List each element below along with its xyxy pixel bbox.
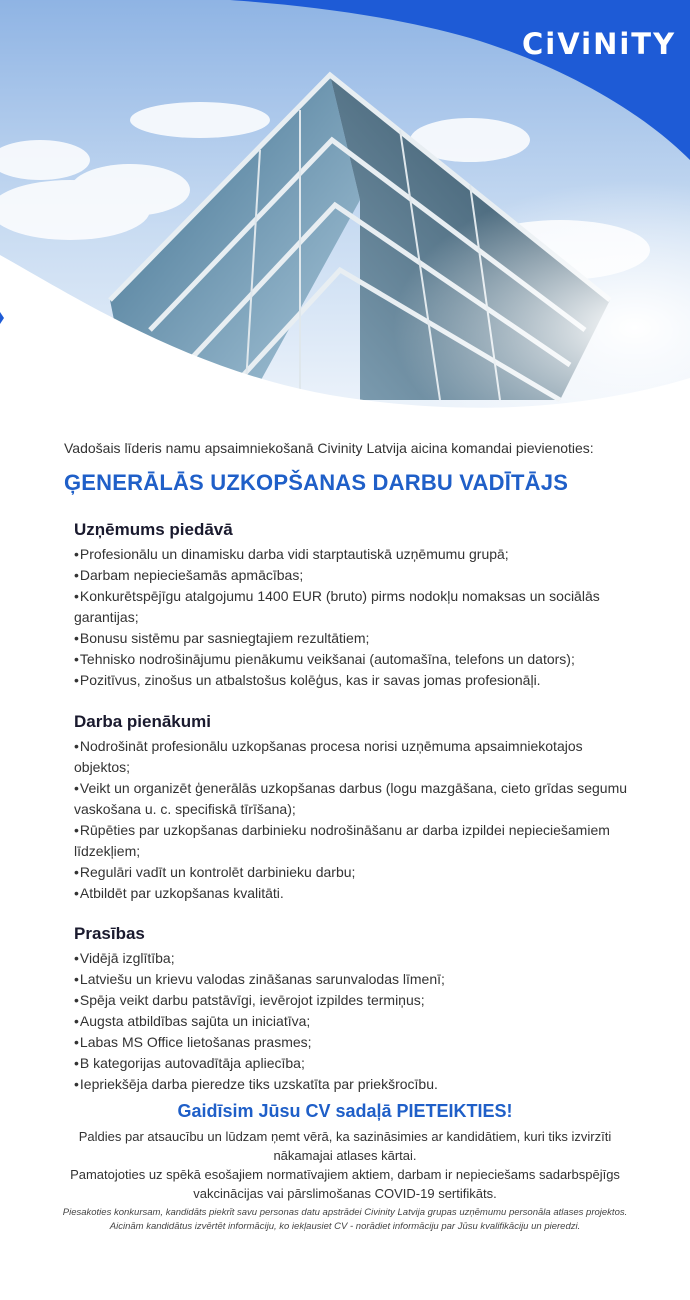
list-item: • Profesionālu un dinamisku darba vidi starptautiskā uzņēmumu grupā; xyxy=(74,544,634,565)
section-requirements-heading: Prasības xyxy=(74,924,145,943)
legal-disclaimer: Piesakoties konkursam, kandidāts piekrīt savu personas datu apstrādei Civinity Latvija grupas uzņēmumu personāla atlases projektos. Aicinām kandidātus izvērtēt informāciju, ko iekļausiet CV - norādiet informāciju par Jūsu kvalifikāciju un pieredzi. xyxy=(62,1207,628,1232)
duties-list xyxy=(74,736,634,904)
list-item: • Vidējā izglītība; xyxy=(74,948,634,969)
list-item: • Tehnisko nodrošinājumu pienākumu veikšanai (automašīna, telefons un dators); xyxy=(74,649,634,670)
section-duties xyxy=(74,712,634,904)
job-title: ĢENERĀLĀS UZKOPŠANAS DARBU VADĪTĀJS xyxy=(64,470,569,495)
section-offer xyxy=(74,520,634,691)
list-item: • Veikt un organizēt ģenerālās uzkopšanas darbus (logu mazgāšana, cieto grīdas segumu vaskošana u. c. specifiskā tīrīšana); xyxy=(74,778,634,820)
list-item: • Pozitīvus, zinošus un atbalstošus kolēģus, kas ir savas jomas profesionāļi. xyxy=(74,670,634,691)
list-item: • Konkurētspējīgu atalgojumu 1400 EUR (bruto) pirms nodokļu nomaksas un sociālās garantijas; xyxy=(74,586,634,628)
list-item: • Augsta atbildības sajūta un iniciatīva; xyxy=(74,1011,634,1032)
intro-text: Vadošais līderis namu apsaimniekošanā Civinity Latvija aicina komandai pievienoties: xyxy=(64,440,594,456)
apply-call-to-action: Gaidīsim Jūsu CV sadaļā PIETEIKTIES! xyxy=(177,1101,513,1121)
list-item: • Nodrošināt profesionālu uzkopšanas procesa norisi uzņēmuma apsaimniekotajos objektos; xyxy=(74,736,634,778)
offer-list xyxy=(74,544,634,691)
list-item: • Labas MS Office lietošanas prasmes; xyxy=(74,1032,634,1053)
hero-banner xyxy=(0,0,690,420)
section-duties-heading: Darba pienākumi xyxy=(74,712,211,731)
list-item: • Latviešu un krievu valodas zināšanas sarunvalodas līmenī; xyxy=(74,969,634,990)
list-item: • Atbildēt par uzkopšanas kvalitāti. xyxy=(74,883,634,904)
thanks-text xyxy=(50,1127,640,1203)
requirements-list xyxy=(74,948,634,1095)
section-requirements xyxy=(74,924,634,1095)
list-item: • Bonusu sistēmu par sasniegtajiem rezultātiem; xyxy=(74,628,634,649)
list-item: • Rūpēties par uzkopšanas darbinieku nodrošināšanu ar darba izpildei nepieciešamiem līdzekļiem; xyxy=(74,820,634,862)
civinity-logo: CiViNiTY xyxy=(522,27,677,61)
list-item: • Iepriekšēja darba pieredze tiks uzskatīta par priekšrocību. xyxy=(74,1074,634,1095)
list-item: • Spēja veikt darbu patstāvīgi, ievērojot izpildes termiņus; xyxy=(74,990,634,1011)
thanks-paragraph: Paldies par atsaucību un lūdzam ņemt vērā, ka sazināsimies ar kandidātiem, kuri tiks izvirzīti nākamajai atlases kārtai. xyxy=(78,1129,612,1163)
list-item: • B kategorijas autovadītāja apliecība; xyxy=(74,1053,634,1074)
covid-paragraph: Pamatojoties uz spēkā esošajiem normatīvajiem aktiem, darbam ir nepieciešams sadarbspējīgs vakcinācijas vai pārslimošanas COVID-19 sertifikāts. xyxy=(70,1167,620,1201)
section-offer-heading: Uzņēmums piedāvā xyxy=(74,520,233,539)
list-item: • Regulāri vadīt un kontrolēt darbinieku darbu; xyxy=(74,862,634,883)
list-item: • Darbam nepieciešamās apmācības; xyxy=(74,565,634,586)
